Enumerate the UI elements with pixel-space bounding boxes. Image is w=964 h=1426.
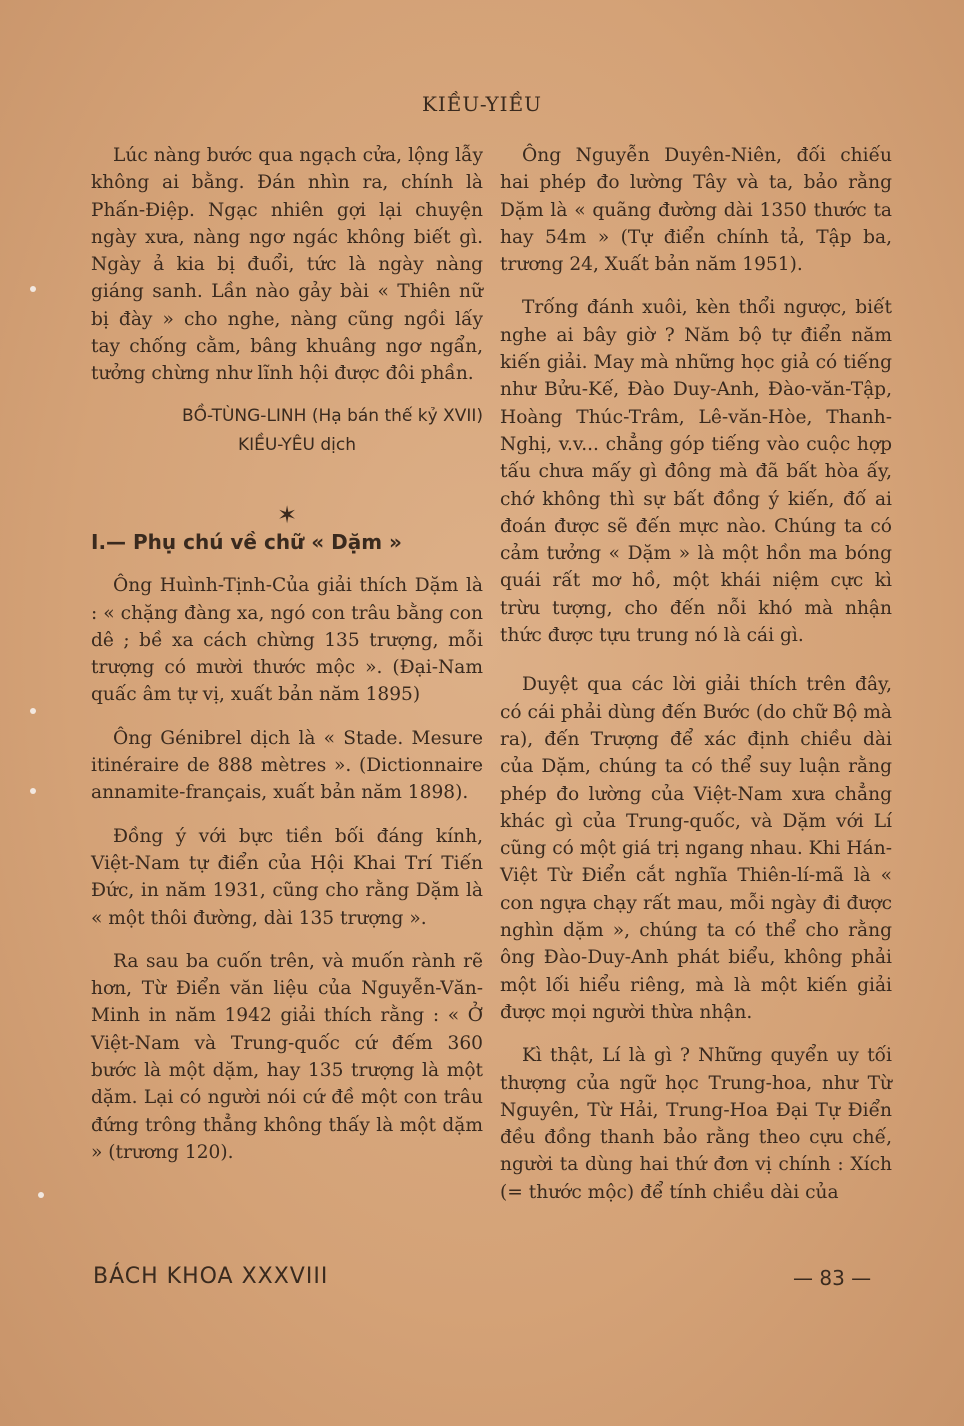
- publication-footer: BÁCH KHOA XXXVIII: [93, 1264, 329, 1289]
- page-hole: [38, 1192, 44, 1198]
- right-column: [500, 142, 892, 1206]
- paragraph: Ra sau ba cuốn trên, và muốn rành rẽ hơn, Từ Điển văn liệu của Nguyễn-Văn-Minh in năm 1942 giải thích rằng : « Ở Việt-Nam và Trung-quốc cứ đếm 360 bước là một dặm, hay 135 trượng là một dặm. Lại có người nói cứ đề một con trâu đứng trông thẳng không thấy là một dặm » (trương 120).: [91, 950, 483, 1163]
- page-number: — 83 —: [793, 1266, 872, 1290]
- left-column: [91, 142, 483, 1166]
- author-attribution: BỒ-TÙNG-LINH (Hạ bán thế kỷ XVII): [181, 405, 483, 426]
- star-ornament-icon: ✶: [276, 500, 298, 529]
- page-hole: [30, 286, 36, 292]
- page-hole: [30, 708, 36, 714]
- paragraph: Ông Génibrel dịch là « Stade. Mesure itinéraire de 888 mètres ». (Dictionnaire annamite-français, xuất bản năm 1898).: [91, 727, 483, 804]
- paragraph: Trống đánh xuôi, kèn thổi ngược, biết nghe ai bây giờ ? Năm bộ tự điển năm kiến giải. May mà những học giả có tiếng như Bửu-Kế, Đào Duy-Anh, Đào-văn-Tập, Hoàng Thúc-Trâm, Lê-văn-Hòe, Thanh-Nghị, v.v... chẳng góp tiếng vào cuộc hợp tấu chưa mấy gì đông mà đã bất hòa ấy, chớ không thì sự bất đồng ý kiến, đố ai đoán được sẽ đến mực nào. Chúng ta có cảm tưởng « Dặm » là một hồn ma bóng quái rất mơ hồ, một khái niệm cực kì trừu tượng, cho đến nỗi khó mà nhận thức được tựu trung nó là cái gì.: [500, 297, 892, 647]
- page-hole: [30, 788, 36, 794]
- translator-attribution: KIỀU-YÊU dịch: [237, 434, 357, 455]
- paragraph: Kì thật, Lí là gì ? Những quyển uy tối thượng của ngữ học Trung-hoa, như Từ Nguyên, Từ Hải, Trung-Hoa Đại Tự Điển đều đồng thanh bảo rằng theo cựu chế, người ta dùng hai thứ đơn vị chính : Xích (= thước mộc) để tính chiều dài của: [500, 1045, 892, 1203]
- paragraph: Đồng ý với bực tiền bối đáng kính, Việt-Nam tự điển của Hội Khai Trí Tiến Đức, in năm 1931, cũng cho rằng Dặm là « một thôi đường, dài 135 trượng ».: [91, 825, 483, 929]
- section-heading: I.— Phụ chú về chữ « Dặm »: [91, 529, 402, 554]
- running-header: KIỀU-YIỀU: [421, 92, 543, 116]
- paragraph: Duyệt qua các lời giải thích trên đây, có cái phải dùng đến Bước (do chữ Bộ mà ra), đến Trượng để xác định chiều dài của Dặm, chúng ta có thể suy luận rằng phép đo lường của Việt-Nam xưa chẳng khác gì của Trung-quốc, và Dặm với Lí cũng có một giá trị ngang nhau. Khi Hán-Việt Từ Điển cắt nghĩa Thiên-lí-mã là « con ngựa chạy rất mau, mỗi ngày đi được nghìn dặm », chúng ta có thể cho rằng ông Đào-Duy-Anh phát biểu, không phải một lối hiểu riêng, mà là một kiến giải được mọi người thừa nhận.: [500, 674, 892, 1023]
- paragraph: Ông Nguyễn Duyên-Niên, đối chiếu hai phép đo lường Tây và ta, bảo rằng Dặm là « quãng đường dài 1350 thước ta hay 54m » (Tự điển chính tả, Tập ba, trương 24, Xuất bản năm 1951).: [500, 145, 892, 276]
- paragraph: Lúc nàng bước qua ngạch cửa, lộng lẫy không ai bằng. Đán nhìn ra, chính là Phấn-Điệp. Ngạc nhiên gợi lại chuyện ngày xưa, nàng ngơ ngác không biết gì. Ngày ả kia bị đuổi, tức là ngày nàng giáng sanh. Lần nào gảy bài « Thiên nữ bị đày » cho nghe, nàng cũng ngồi lấy tay chống cằm, bâng khuâng ngơ ngẩn, tưởng chừng như lĩnh hội được đôi phần.: [91, 145, 483, 385]
- paragraph: Ông Huình-Tịnh-Của giải thích Dặm là : « chặng đàng xa, ngó con trâu bằng con dê ; bề xa cách chừng 135 trượng, mỗi trượng có mười thước mộc ». (Đại-Nam quấc âm tự vị, xuất bản năm 1895): [91, 575, 483, 706]
